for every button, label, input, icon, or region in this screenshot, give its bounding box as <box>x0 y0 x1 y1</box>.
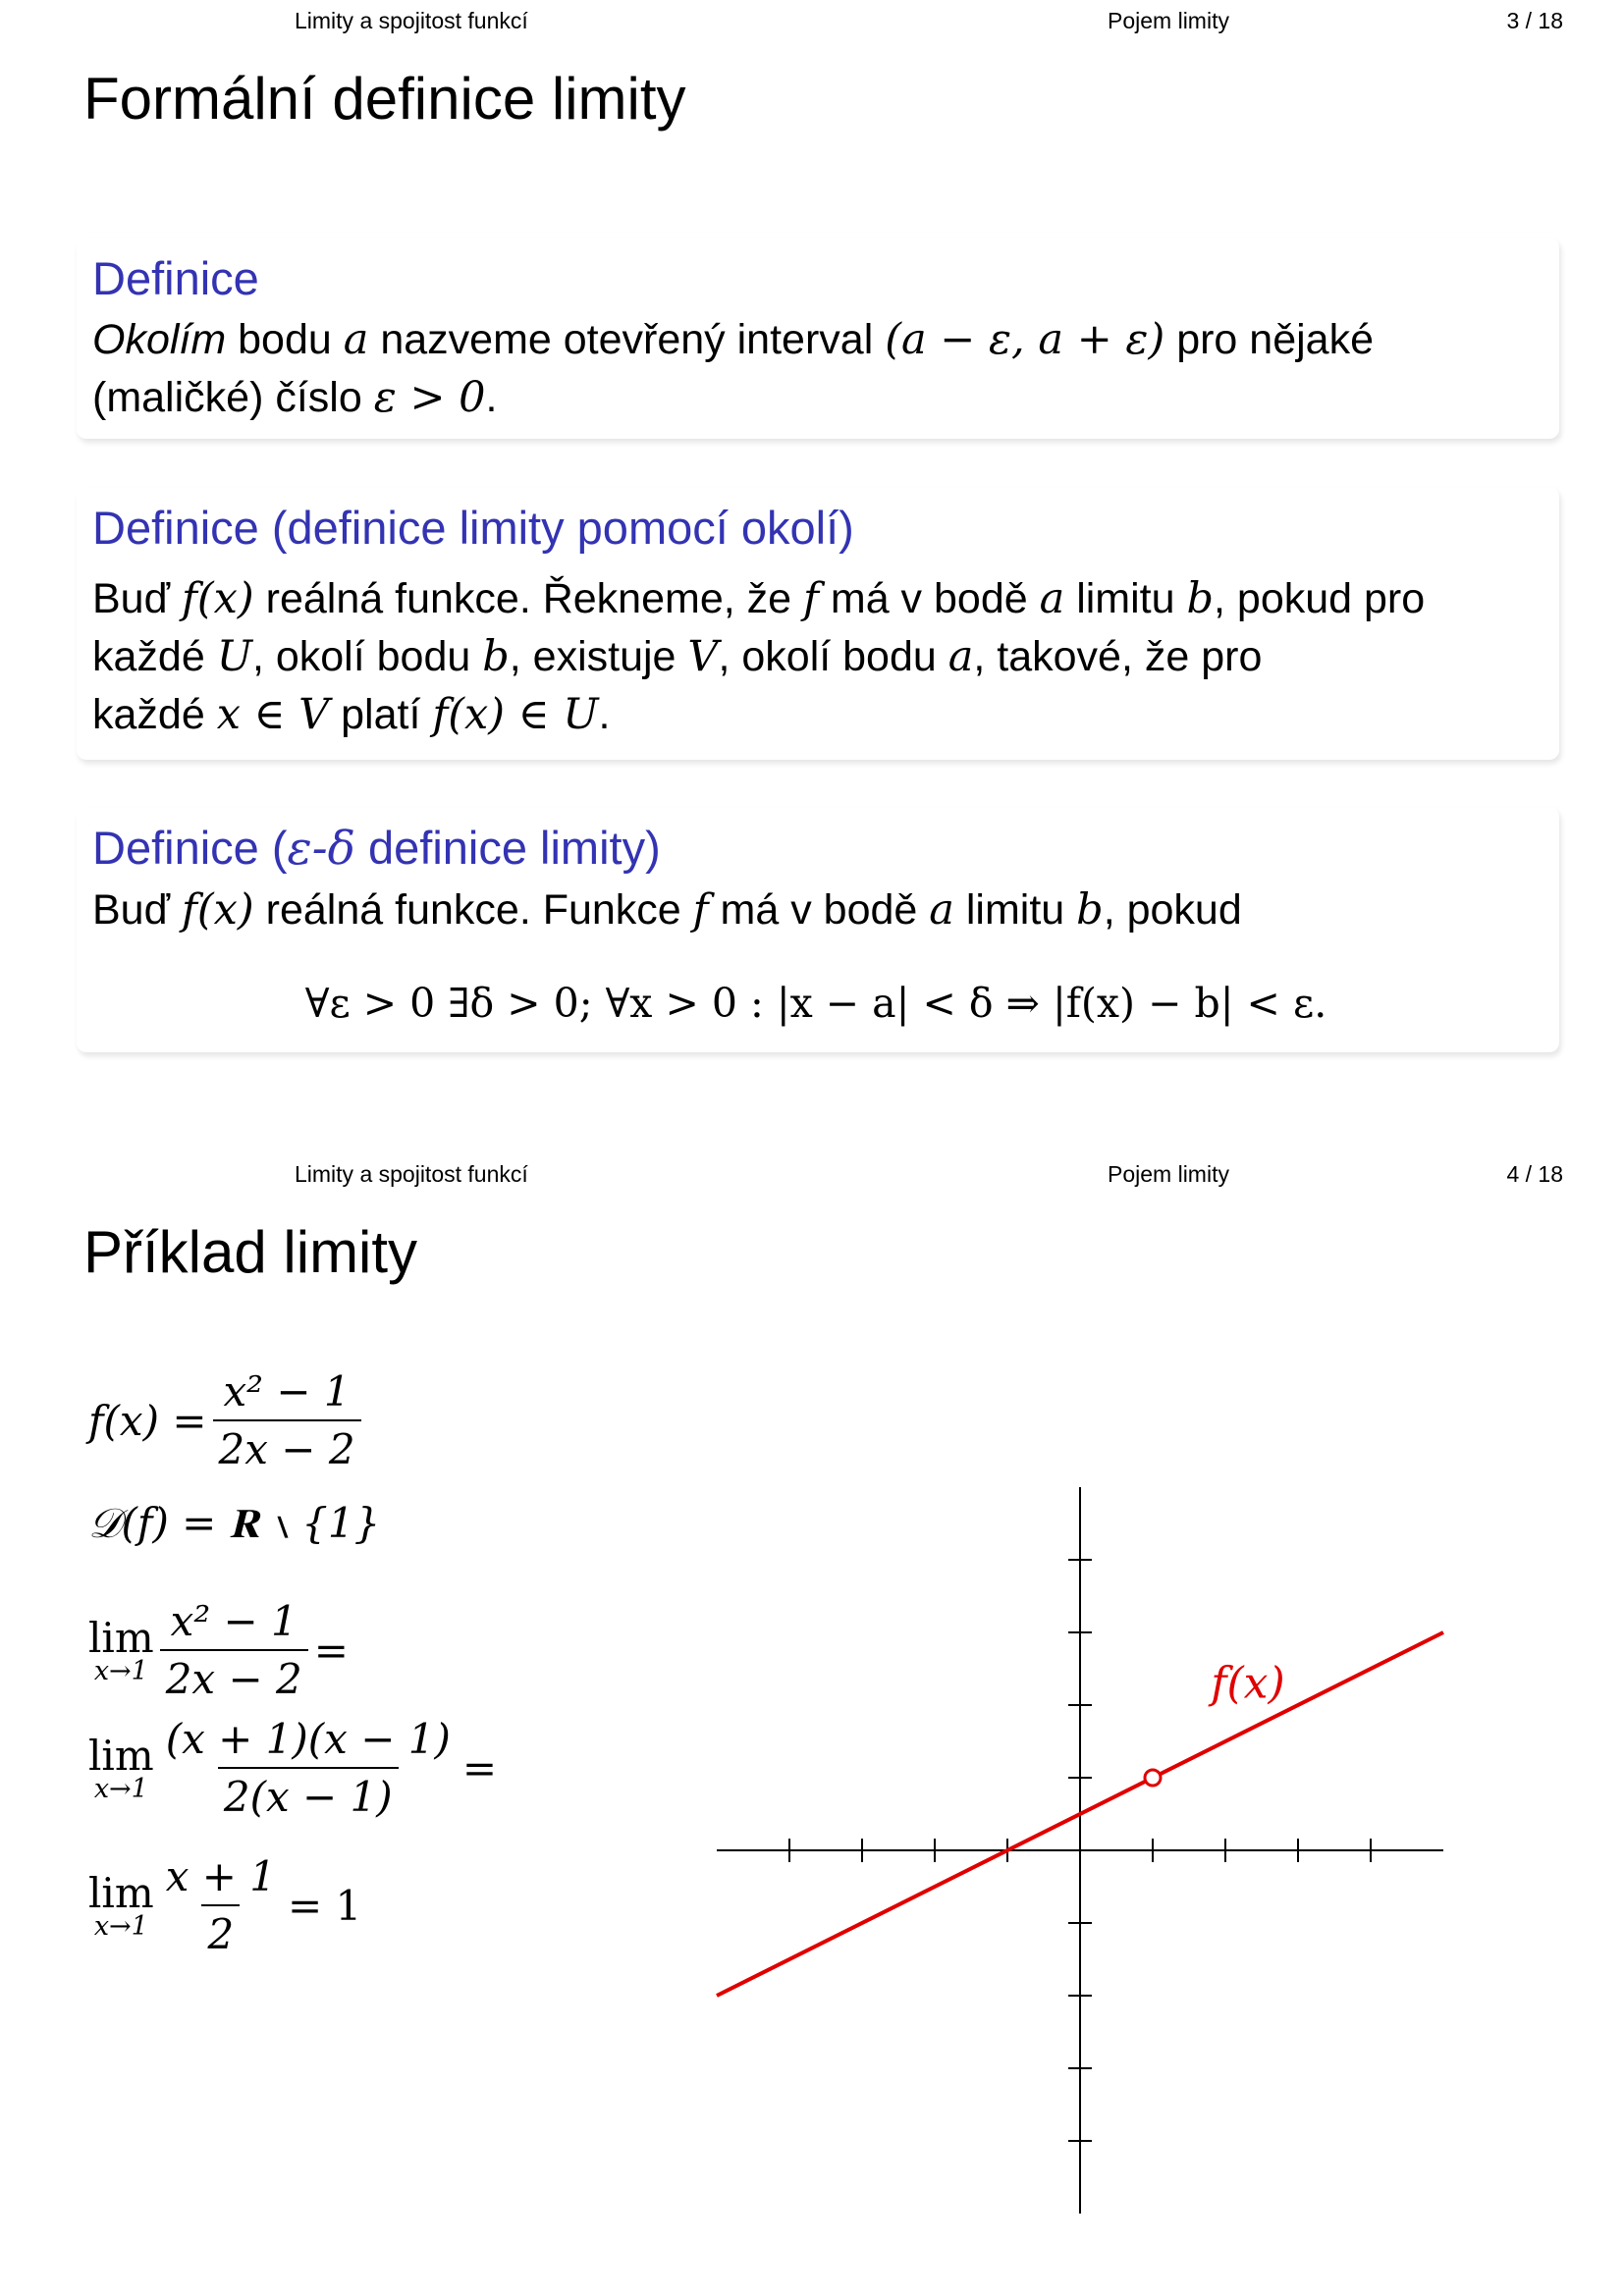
text: , existuje <box>509 633 688 680</box>
math-fx-in-U: f(x) ∈ U <box>432 690 599 739</box>
lim-word: lim <box>88 1732 154 1780</box>
lim-subscript: x→1 <box>93 1911 148 1942</box>
lim-operator <box>88 1614 154 1686</box>
text: definice limity) <box>354 822 661 874</box>
header-section-title: Pojem limity <box>1108 1161 1229 1187</box>
frame-title: Příklad limity <box>83 1219 418 1285</box>
definition-block-neighborhood <box>77 238 1559 439</box>
text: limitu <box>953 886 1077 934</box>
text: , takové, že pro <box>973 633 1263 680</box>
text: reálná funkce. Funkce <box>253 886 693 934</box>
block-body <box>77 876 1559 1033</box>
denominator: 2x − 2 <box>213 1419 361 1473</box>
text: má v bodě <box>708 886 930 934</box>
header-section-title: Pojem limity <box>1108 8 1229 33</box>
text: , pokud <box>1103 886 1242 934</box>
text: platí <box>329 691 433 738</box>
lim-operator <box>88 1732 154 1804</box>
text: každé <box>92 633 217 680</box>
term-okolim: Okolím <box>92 316 227 363</box>
block-title <box>77 807 1559 876</box>
slide-3 <box>0 0 1624 1139</box>
text: , okolí bodu <box>251 633 483 680</box>
text: každé <box>92 691 217 738</box>
math-fx: f(x) <box>181 574 254 623</box>
text: Buď <box>92 575 182 622</box>
numerator: x² − 1 <box>223 1367 351 1415</box>
math-b: b <box>1076 885 1104 934</box>
header-presentation-title: Limity a spojitost funkcí <box>295 1161 528 1187</box>
block-title: Definice <box>92 252 259 304</box>
text: (maličké) číslo <box>92 374 374 421</box>
function-plot <box>707 1477 1453 2223</box>
numerator: x² − 1 <box>170 1597 298 1645</box>
math-b: b <box>1186 574 1215 623</box>
math-epsilon-delta: ε-δ <box>287 822 355 876</box>
math-a: a <box>947 632 974 681</box>
text: Definice ( <box>92 822 288 874</box>
text: reálná funkce. Řekneme, že <box>253 575 803 622</box>
text: , pokud pro <box>1214 575 1426 622</box>
denominator: 2 <box>201 1904 240 1958</box>
lim-subscript: x→1 <box>93 1656 148 1686</box>
math-epsilon-condition: ε > 0 <box>373 373 486 422</box>
text: pro nějaké <box>1164 316 1375 363</box>
math-x-in-V: x ∈ V <box>216 690 330 739</box>
text: . <box>598 691 611 738</box>
equals: = <box>313 1626 349 1675</box>
header-page-number: 3 / 18 <box>1506 8 1563 33</box>
block-body <box>77 555 1559 744</box>
lim-word: lim <box>88 1614 154 1662</box>
epsilon-delta-formula: ∀ε > 0 ∃δ > 0; ∀x > 0 : |x − a| < δ ⇒ |f(x) − b| < ε. <box>304 980 1327 1027</box>
definition-block-epsilon-delta <box>77 807 1559 1052</box>
limit-step-3 <box>88 1852 361 1958</box>
lim-subscript: x→1 <box>93 1774 148 1804</box>
lim-word: lim <box>88 1869 154 1917</box>
limit-step-2 <box>88 1715 497 1821</box>
math-f: f <box>692 885 709 934</box>
math-f-lhs: f(x) = <box>88 1396 207 1445</box>
text: nazveme otevřený interval <box>368 316 886 363</box>
definition-block-limit-neighborhoods <box>77 487 1559 760</box>
math-V: V <box>687 632 719 681</box>
numerator: (x + 1)(x − 1) <box>165 1715 451 1763</box>
slide-4 <box>0 1153 1624 2296</box>
domain-statement <box>88 1499 380 1548</box>
math-f: f <box>803 574 819 623</box>
numerator: x + 1 <box>165 1852 277 1900</box>
frame-title: Formální definice limity <box>83 66 686 132</box>
function-definition <box>88 1367 367 1473</box>
fraction <box>213 1367 361 1473</box>
math-fx: f(x) <box>181 885 254 934</box>
denominator: 2x − 2 <box>160 1649 308 1703</box>
removable-discontinuity-point <box>1145 1770 1161 1786</box>
math-a: a <box>929 885 954 934</box>
lim-operator <box>88 1869 154 1942</box>
text: Buď <box>92 886 182 934</box>
math-U: U <box>216 632 252 681</box>
header-page-number: 4 / 18 <box>1506 1161 1563 1187</box>
text: má v bodě <box>818 575 1040 622</box>
equals: = <box>461 1743 498 1792</box>
text: bodu <box>226 316 344 363</box>
math-domain: 𝒟(f) = 𝐑 ∖ {1} <box>88 1499 381 1547</box>
text: . <box>485 374 498 421</box>
math-a: a <box>1039 574 1065 623</box>
denominator: 2(x − 1) <box>218 1767 399 1821</box>
block-body <box>77 305 1559 427</box>
equals-result: = 1 <box>288 1881 362 1930</box>
block-title: Definice (definice limity pomocí okolí) <box>92 502 854 554</box>
series-label: f(x) <box>1211 1658 1285 1709</box>
fraction <box>160 1852 282 1958</box>
text: , okolí bodu <box>718 633 948 680</box>
math-a: a <box>343 315 369 364</box>
limit-step-1 <box>88 1597 349 1703</box>
math-interval: (a − ε, a + ε) <box>885 315 1165 364</box>
fraction <box>160 1597 308 1703</box>
fraction <box>160 1715 457 1821</box>
math-b: b <box>482 632 510 681</box>
text: limitu <box>1064 575 1187 622</box>
header-presentation-title: Limity a spojitost funkcí <box>295 8 528 33</box>
